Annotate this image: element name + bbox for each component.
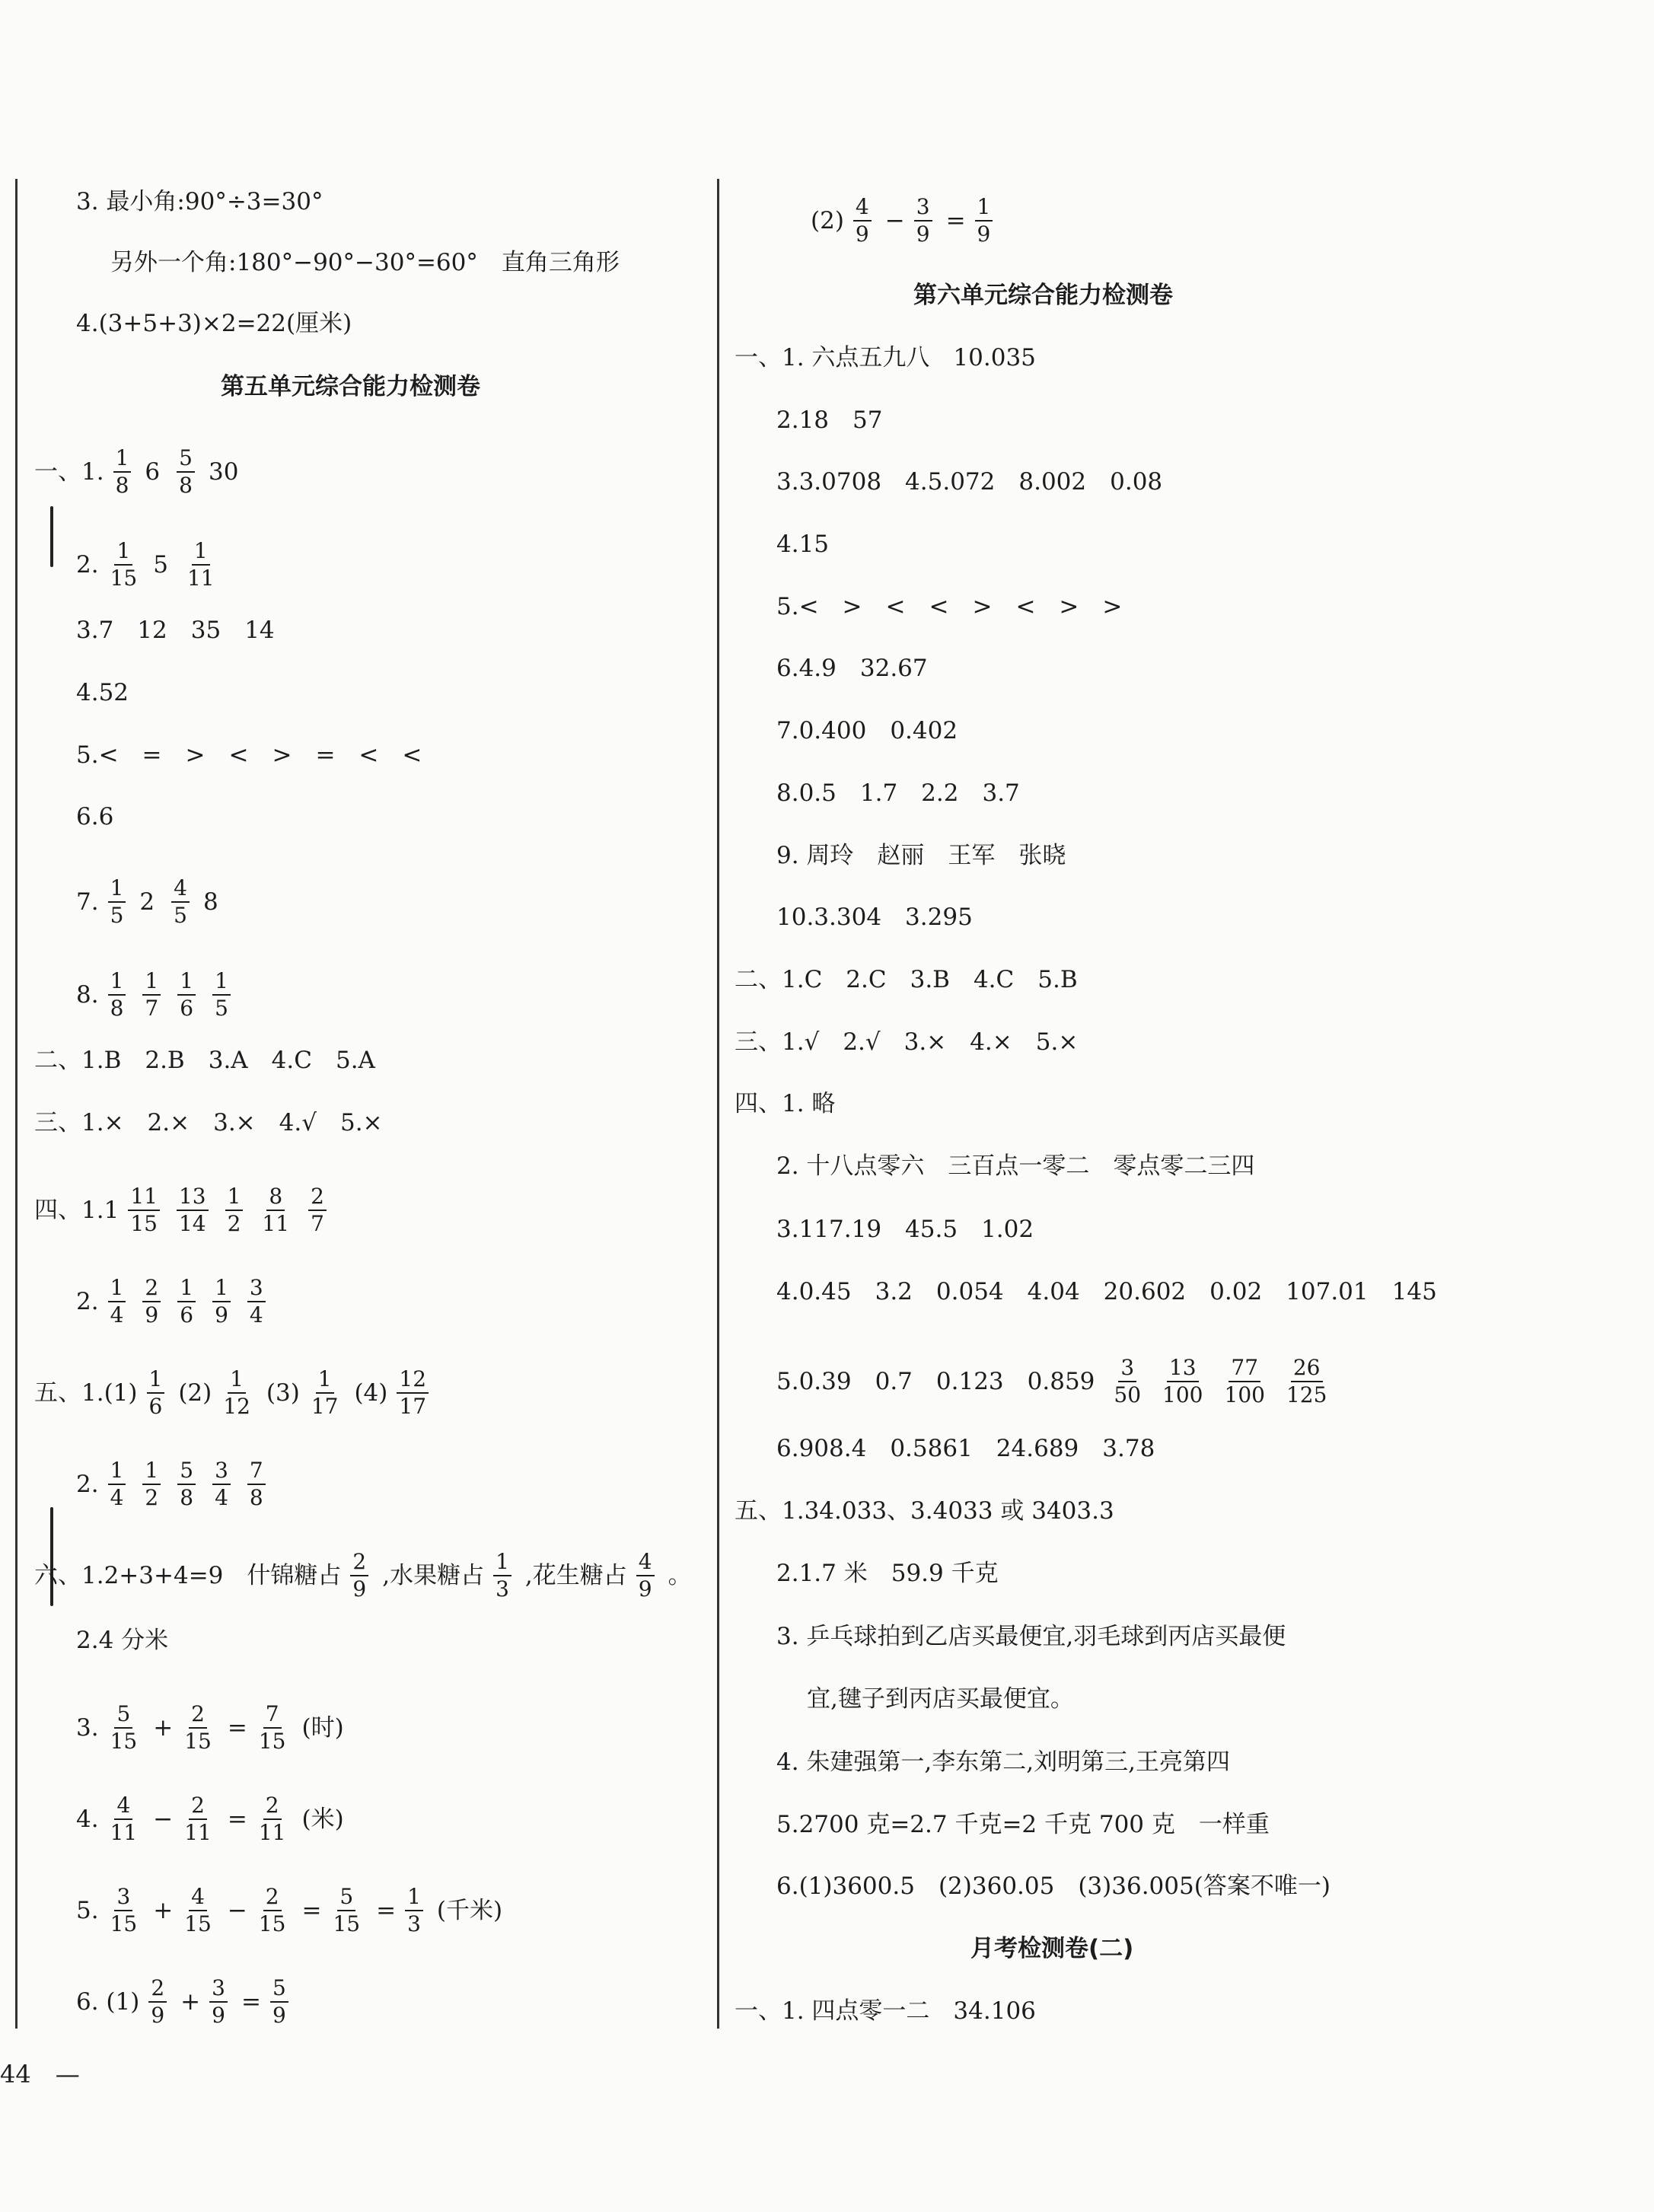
- answer-line: 3.117.19 45.5 1.02: [776, 1216, 1034, 1243]
- answer-line: 6.908.4 0.5861 24.689 3.78: [776, 1435, 1155, 1462]
- answer-line: 7. 1 5 2 4 5 8: [76, 875, 218, 928]
- answer-line: 二、1.C 2.C 3.B 4.C 5.B: [735, 966, 1078, 993]
- section-heading-unit6: 第六单元综合能力检测卷: [913, 282, 1173, 309]
- answer-line: 10.3.304 3.295: [776, 904, 973, 931]
- section-heading-unit5: 第五单元综合能力检测卷: [221, 373, 480, 400]
- answer-line: 8.0.5 1.7 2.2 3.7: [776, 779, 1020, 807]
- answer-line: 3. 最小角:90°÷3=30°: [76, 188, 323, 215]
- answer-line: 2. 十八点零六 三百点一零二 零点零二三四: [776, 1152, 1255, 1180]
- answer-line: 4.15: [776, 531, 830, 558]
- answer-line: 8. 1 8 1 7 1 6 1 5: [76, 968, 244, 1022]
- answer-line: 宜,毽子到丙店买最便宜。: [807, 1685, 1074, 1713]
- answer-line: 2.1.7 米 59.9 千克: [776, 1560, 999, 1587]
- answer-line: 4.(3+5+3)×2=22(厘米): [76, 310, 352, 337]
- left-margin-rule: [15, 179, 18, 2029]
- answer-line: 4. 4 11 − $\frac{2}{11}$ = $\frac{2}{11}$ (米): [76, 1793, 344, 1845]
- answer-line: 一、1. 1 8 6 5 8 30: [34, 445, 239, 498]
- page-number: 44 —: [0, 2060, 80, 2089]
- answer-line: 5.< = > < > = < <: [76, 741, 422, 769]
- answer-line: 6. (1) 2 9 + $\frac{3}{9}$ = $\frac{5}{9}$: [76, 1975, 302, 2029]
- answer-line: 2. 1 4 1 2 5 8 3 4 7 8: [76, 1458, 279, 1511]
- answer-line: 6.(1)3600.5 (2)360.05 (3)36.005(答案不唯一): [776, 1873, 1331, 1900]
- answer-line: 三、1.× 2.× 3.× 4.√ 5.×: [34, 1109, 383, 1136]
- answer-line: 6.6: [76, 803, 114, 830]
- answer-line: 3.3.0708 4.5.072 8.002 0.08: [776, 468, 1163, 496]
- answer-line: 四、1.1 11 15 13 14 1 2 8 11 2 7: [34, 1184, 340, 1237]
- answer-line: 四、1. 略: [735, 1090, 836, 1117]
- answer-line: 2.4 分米: [76, 1627, 169, 1654]
- answer-line: 2. 1 4 2 9 1 6 1 9 3 4: [76, 1275, 279, 1328]
- margin-mark: [50, 506, 53, 567]
- section-heading-monthly-test: 月考检测卷(二): [970, 1935, 1134, 1962]
- answer-line: 7.0.400 0.402: [776, 717, 958, 744]
- answer-line: 4. 朱建强第一,李东第二,刘明第三,王亮第四: [776, 1748, 1230, 1776]
- answer-line: 六、1.2+3+4=9 什锦糖占 2 9 ,水果糖占 1 3 ,花生糖占 4 9 。: [34, 1549, 692, 1602]
- answer-line: 五、1.(1) 1 6 (2) 1 12 (3) 1 17 (4) 12 17: [34, 1366, 442, 1420]
- answer-line: 5. 3 15 + $\frac{4}{15}$ − $\frac{2}{15}$ = $\frac{5}{15}$ = $\frac{1}{3}$ (千米): [76, 1884, 503, 1936]
- answer-line: 五、1.34.033、3.4033 或 3403.3: [735, 1497, 1114, 1525]
- answer-line: 一、1. 四点零一二 34.106: [735, 1997, 1036, 2025]
- answer-line: 一、1. 六点五九八 10.035: [735, 344, 1036, 371]
- answer-line: 2. 1 15 5 1 11: [76, 538, 215, 591]
- answer-line: 5.< > < < > < > >: [776, 593, 1123, 620]
- answer-line: 6.4.9 32.67: [776, 655, 928, 682]
- answer-line: 二、1.B 2.B 3.A 4.C 5.A: [34, 1047, 375, 1074]
- answer-line: 9. 周玲 赵丽 王军 张晓: [776, 842, 1066, 869]
- answer-line: (2) 4 9 − $\frac{3}{9}$ = $\frac{1}{9}$: [811, 194, 1006, 247]
- answer-line: 3. 5 15 + $\frac{2}{15}$ = $\frac{7}{15}$ (时): [76, 1701, 344, 1754]
- column-divider: [717, 179, 719, 2029]
- answer-line: 5.2700 克=2.7 千克=2 千克 700 克 一样重: [776, 1811, 1270, 1838]
- answer-line: 2.18 57: [776, 406, 883, 434]
- answer-line: 3. 乒乓球拍到乙店买最便宜,羽毛球到丙店买最便: [776, 1623, 1286, 1650]
- answer-line: 4.0.45 3.2 0.054 4.04 20.602 0.02 107.01 145: [776, 1278, 1437, 1305]
- answer-line: 另外一个角:180°−90°−30°=60° 直角三角形: [110, 249, 620, 276]
- answer-line: 4.52: [76, 679, 129, 706]
- answer-line: 三、1.√ 2.√ 3.× 4.× 5.×: [735, 1028, 1079, 1056]
- answer-line: 5.0.39 0.7 0.123 0.859 3 50 13 100 77 100 26 125: [776, 1355, 1327, 1407]
- answer-line: 3.7 12 35 14: [76, 617, 275, 644]
